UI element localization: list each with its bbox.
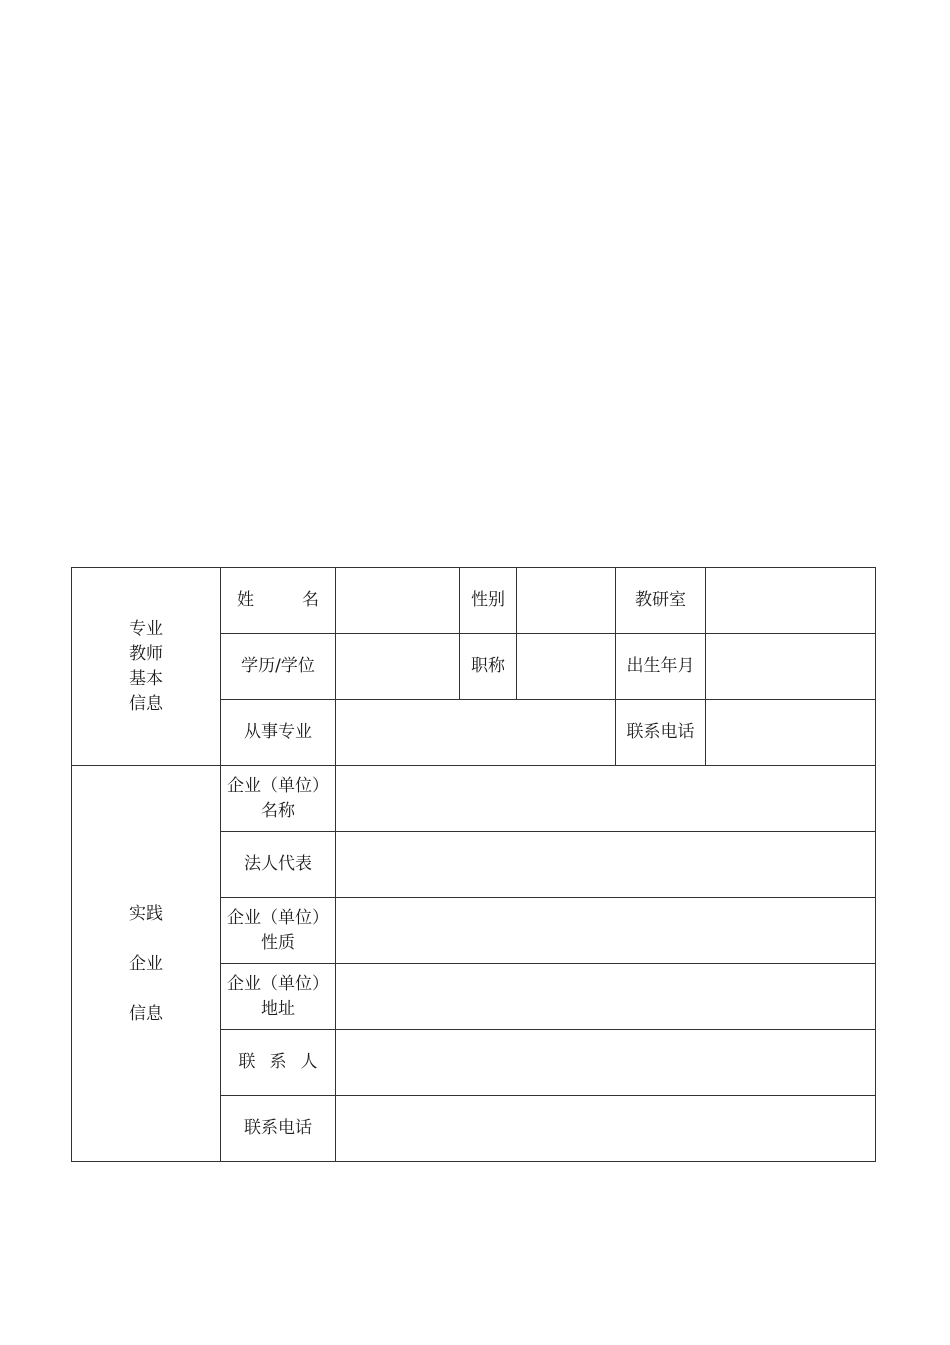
contact-person-label	[221, 1030, 336, 1096]
enterprise-name-value-cell[interactable]	[336, 766, 876, 832]
enterprise-address-label-line: 地址	[261, 998, 295, 1019]
enterprise-phone-label: 联系电话	[221, 1096, 336, 1162]
contact-label-char: 联	[238, 1052, 256, 1072]
name-label-char: 名	[302, 590, 319, 610]
professional-title-value-cell[interactable]	[517, 634, 616, 700]
enterprise-row-1	[72, 766, 876, 832]
enterprise-phone-value-cell[interactable]	[336, 1096, 876, 1162]
birth-value-cell[interactable]	[706, 634, 876, 700]
teacher-title-line: 基本	[129, 668, 163, 689]
enterprise-title-line: 信息	[129, 1003, 163, 1024]
enterprise-address-label-line: 企业（单位）	[227, 973, 329, 994]
name-label-char: 姓	[237, 590, 254, 610]
office-label: 教研室	[616, 568, 706, 634]
enterprise-title-line: 实践	[129, 903, 163, 924]
major-label: 从事专业	[221, 700, 336, 766]
enterprise-address-label	[221, 964, 336, 1030]
practice-info-form-table	[71, 567, 876, 1162]
education-value-cell[interactable]	[336, 634, 460, 700]
name-value-cell[interactable]	[336, 568, 460, 634]
enterprise-nature-value-cell[interactable]	[336, 898, 876, 964]
enterprise-name-label	[221, 766, 336, 832]
teacher-section-title	[72, 568, 221, 766]
education-label: 学历/学位	[221, 634, 336, 700]
enterprise-nature-label-line: 性质	[261, 932, 295, 953]
name-label	[221, 568, 336, 634]
major-value-cell[interactable]	[336, 700, 616, 766]
enterprise-address-value-cell[interactable]	[336, 964, 876, 1030]
birth-label: 出生年月	[616, 634, 706, 700]
teacher-title-line: 信息	[129, 693, 163, 714]
teacher-phone-label: 联系电话	[616, 700, 706, 766]
enterprise-nature-label-line: 企业（单位）	[227, 907, 329, 928]
contact-label-char: 系	[269, 1052, 287, 1072]
professional-title-label: 职称	[460, 634, 517, 700]
teacher-title-line: 教师	[129, 643, 163, 664]
gender-value-cell[interactable]	[517, 568, 616, 634]
gender-label: 性别	[460, 568, 517, 634]
office-value-cell[interactable]	[706, 568, 876, 634]
legal-rep-label: 法人代表	[221, 832, 336, 898]
contact-label-char: 人	[300, 1052, 318, 1072]
enterprise-name-label-line: 企业（单位）	[227, 775, 329, 796]
enterprise-nature-label	[221, 898, 336, 964]
enterprise-title-line: 企业	[129, 953, 163, 974]
teacher-title-line: 专业	[129, 618, 163, 639]
contact-person-value-cell[interactable]	[336, 1030, 876, 1096]
legal-rep-value-cell[interactable]	[336, 832, 876, 898]
enterprise-section-title	[72, 766, 221, 1162]
enterprise-name-label-line: 名称	[261, 800, 295, 821]
teacher-phone-value-cell[interactable]	[706, 700, 876, 766]
teacher-row-1	[72, 568, 876, 634]
